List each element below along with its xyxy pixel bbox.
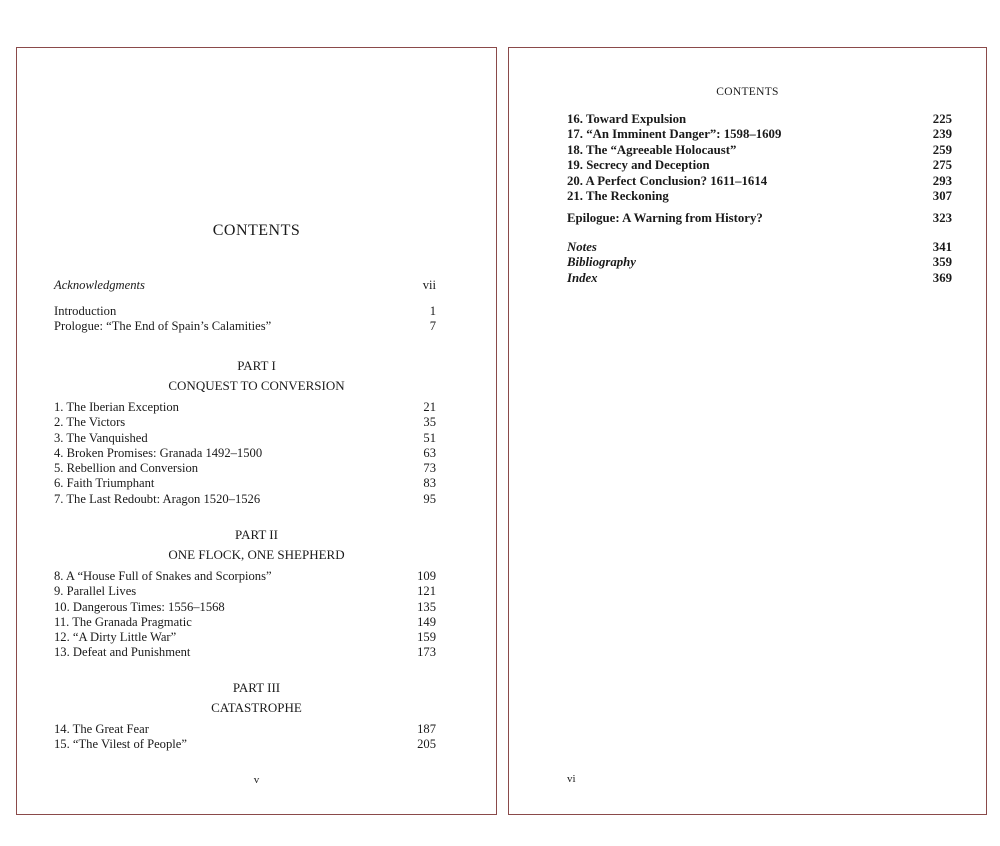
toc-entry-page: 149 [417,614,436,629]
chapter-list-continued [567,112,952,204]
toc-entry-title: 2. The Victors [54,415,126,430]
part-2-label: PART II [235,527,278,542]
toc-entry-page: 159 [417,630,436,645]
part-1-title: CONQUEST TO CONVERSION [168,378,345,393]
part-3-chapter-list [54,722,436,753]
contents-heading: CONTENTS [212,222,301,239]
toc-entry-chapter-21[interactable] [567,189,952,204]
toc-entry-title: 21. The Reckoning [567,188,669,203]
toc-entry-title: 1. The Iberian Exception [54,400,179,414]
toc-entry-chapter-4[interactable] [54,446,436,461]
toc-entry-title: 3. The Vanquished [54,430,148,445]
toc-entry-page: 121 [417,584,436,599]
toc-entry-title: Epilogue: A Warning from History? [567,211,763,225]
running-head: CONTENTS [716,86,779,98]
toc-entry-page: 63 [423,445,436,460]
toc-entry-chapter-10[interactable] [54,600,436,615]
toc-entry-title: 19. Secrecy and Deception [567,158,710,173]
toc-entry-page: 173 [417,645,436,660]
toc-entry-title: 14. The Great Fear [54,722,149,736]
toc-entry-chapter-3[interactable] [54,431,436,446]
toc-entry-page: 21 [423,400,436,414]
toc-entry-title: 15. “The Vilest of People” [54,737,187,752]
toc-entry-title: Introduction [54,304,117,318]
toc-entry-page: 1 [429,304,436,318]
part-2-title: ONE FLOCK, ONE SHEPHERD [168,547,345,562]
right-page [508,47,987,815]
part-3-label: PART III [232,680,281,695]
toc-entry-page: 51 [423,430,436,445]
toc-entry-title: Index [567,270,598,285]
toc-entry-title: 18. The “Agreeable Holocaust” [567,142,737,157]
front-matter-list [54,278,436,293]
toc-entry-chapter-9[interactable] [54,584,436,599]
toc-entry-title: 4. Broken Promises: Granada 1492–1500 [54,445,263,460]
toc-entry-title: 20. A Perfect Conclusion? 1611–1614 [567,173,768,188]
toc-entry-title: 13. Defeat and Punishment [54,645,191,660]
part-2-chapter-list [54,569,436,661]
toc-entry-title: 16. Toward Expulsion [567,112,687,126]
intro-list [54,304,436,335]
page-number: vi [567,773,576,785]
left-page [16,47,497,815]
toc-entry-chapter-13[interactable] [54,645,436,660]
toc-entry-title: 12. “A Dirty Little War” [54,630,177,645]
toc-entry-title: Bibliography [567,255,636,270]
toc-entry-page: 7 [429,319,436,334]
toc-entry-chapter-8[interactable] [54,569,436,584]
part-1-chapter-list [54,400,436,507]
toc-entry-page: 225 [932,112,952,126]
back-matter-list [567,240,952,286]
toc-entry-title: Notes [567,240,597,254]
toc-entry-title: 5. Rebellion and Conversion [54,461,199,476]
toc-entry-page: vii [422,278,436,292]
toc-entry-chapter-12[interactable] [54,630,436,645]
toc-entry-page: 359 [932,255,952,270]
toc-entry-title: 6. Faith Triumphant [54,476,155,491]
toc-entry-chapter-20[interactable] [567,174,952,189]
toc-entry-notes[interactable] [567,240,952,255]
toc-entry-page: 187 [417,722,436,736]
toc-entry-page: 35 [423,415,436,430]
toc-entry-page: 369 [932,270,952,285]
toc-entry-title: 8. A “House Full of Snakes and Scorpions” [54,569,272,583]
toc-entry-page: 259 [932,142,952,157]
toc-entry-index[interactable] [567,271,952,286]
toc-entry-page: 135 [417,599,436,614]
toc-entry-page: 239 [932,127,952,142]
toc-entry-chapter-7[interactable] [54,492,436,507]
toc-entry-page: 73 [423,461,436,476]
toc-entry-title: Acknowledgments [54,278,145,292]
toc-entry-page: 307 [932,188,952,203]
toc-entry-page: 275 [932,158,952,173]
toc-entry-title: 7. The Last Redoubt: Aragon 1520–1526 [54,491,261,506]
toc-entry-title: 10. Dangerous Times: 1556–1568 [54,599,225,614]
toc-entry-chapter-2[interactable] [54,415,436,430]
toc-entry-epilogue[interactable] [567,211,952,226]
toc-entry-page: 109 [417,569,436,583]
toc-entry-chapter-6[interactable] [54,476,436,491]
toc-entry-chapter-1[interactable] [54,400,436,415]
toc-entry-chapter-14[interactable] [54,722,436,737]
toc-entry-chapter-18[interactable] [567,143,952,158]
toc-entry-title: 9. Parallel Lives [54,584,137,599]
toc-entry-chapter-15[interactable] [54,737,436,752]
toc-entry-chapter-11[interactable] [54,615,436,630]
toc-entry-chapter-16[interactable] [567,112,952,127]
toc-entry-page: 83 [423,476,436,491]
toc-entry-chapter-5[interactable] [54,461,436,476]
toc-entry-chapter-19[interactable] [567,158,952,173]
toc-entry-page: 205 [417,737,436,752]
toc-entry-bibliography[interactable] [567,255,952,270]
part-1-label: PART I [237,358,276,373]
toc-entry-page: 95 [423,491,436,506]
toc-entry-chapter-17[interactable] [567,127,952,142]
toc-entry-page: 293 [932,173,952,188]
toc-entry-acknowledgments[interactable] [54,278,436,293]
part-3-title: CATASTROPHE [211,700,302,715]
toc-entry-page: 323 [932,211,952,225]
toc-entry-title: Prologue: “The End of Spain’s Calamities” [54,319,272,334]
toc-entry-page: 341 [932,240,952,254]
toc-entry-prologue[interactable] [54,319,436,334]
toc-entry-introduction[interactable] [54,304,436,319]
toc-entry-title: 11. The Granada Pragmatic [54,614,192,629]
page-number: v [253,774,260,786]
toc-entry-title: 17. “An Imminent Danger”: 1598–1609 [567,127,782,142]
epilogue-list [567,211,952,226]
